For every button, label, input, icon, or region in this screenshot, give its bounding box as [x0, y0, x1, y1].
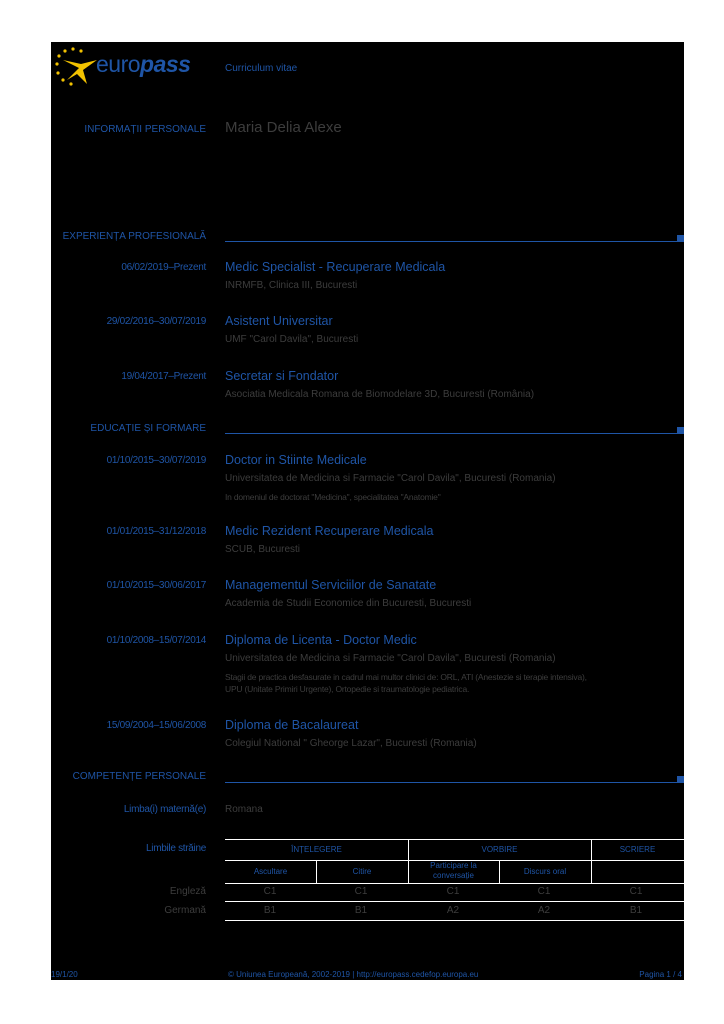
- europass-logo: [51, 42, 211, 92]
- education-description: In domeniul de doctorat "Medicina", specialitatea "Anatomie": [225, 492, 441, 502]
- education-title: Managementul Serviciilor de Sanatate: [225, 578, 437, 592]
- grid-line: [225, 839, 684, 840]
- section-experience-label: EXPERIENȚA PROFESIONALĂ: [62, 231, 206, 242]
- level-reading: B1: [354, 905, 368, 916]
- stars-icon: [53, 46, 101, 88]
- experience-title: Secretar si Fondator: [225, 369, 339, 383]
- level-listening: C1: [263, 886, 277, 897]
- footer-date: 19/1/20: [51, 970, 78, 979]
- section-divider: [225, 782, 677, 783]
- education-title: Doctor in Stiinte Medicale: [225, 453, 367, 467]
- experience-title: Asistent Universitar: [225, 314, 333, 328]
- education-org: Universitatea de Medicina si Farmacie "Carol Davila", Bucuresti (Romania): [225, 653, 556, 664]
- cv-page: [51, 42, 684, 980]
- education-org: SCUB, Bucuresti: [225, 544, 301, 555]
- logo-wordmark: europass: [96, 51, 191, 77]
- header-writing: SCRIERE: [619, 845, 656, 854]
- subheader-interaction: conversație: [433, 871, 474, 880]
- education-org: Academia de Studii Economice din Bucuresti, Bucuresti: [225, 598, 472, 609]
- education-title: Diploma de Licenta - Doctor Medic: [225, 633, 417, 647]
- level-reading: C1: [354, 886, 368, 897]
- education-date: 15/09/2004–15/06/2008: [106, 720, 206, 731]
- grid-line: [225, 920, 684, 921]
- section-marker: [677, 776, 684, 783]
- section-divider: [225, 241, 677, 242]
- mother-tongue-value: Romana: [225, 804, 263, 815]
- footer-page-number: Pagina 1 / 4: [639, 970, 682, 979]
- section-divider: [225, 433, 677, 434]
- education-date: 01/10/2008–15/07/2014: [106, 635, 206, 646]
- education-title: Diploma de Bacalaureat: [225, 718, 359, 732]
- footer-copyright[interactable]: © Uniunea Europeană, 2002-2019 | http://europass.cedefop.europa.eu: [228, 970, 479, 979]
- education-date: 01/10/2015–30/06/2017: [106, 580, 206, 591]
- person-name: Maria Delia Alexe: [225, 119, 342, 136]
- grid-line: [225, 883, 684, 884]
- mother-tongue-label: Limba(i) maternă(e): [123, 804, 206, 815]
- level-production: C1: [537, 886, 551, 897]
- subheader-interaction: Participare la: [430, 861, 477, 870]
- level-writing: B1: [629, 905, 643, 916]
- experience-date: 06/02/2019–Prezent: [121, 262, 206, 273]
- language-name: Germană: [164, 905, 206, 916]
- subheader-reading: Citire: [352, 867, 372, 876]
- section-skills-label: COMPETENȚE PERSONALE: [72, 771, 206, 782]
- header-understanding: ÎNȚELEGERE: [291, 845, 342, 854]
- section-personal-label: INFORMAȚII PERSONALE: [84, 124, 206, 135]
- section-education-label: EDUCAȚIE ȘI FORMARE: [90, 423, 206, 434]
- education-date: 01/01/2015–31/12/2018: [106, 526, 206, 537]
- experience-date: 29/02/2016–30/07/2019: [106, 316, 206, 327]
- education-org: Colegiul National " Gheorge Lazar", Bucuresti (Romania): [225, 738, 477, 749]
- level-interaction: C1: [446, 886, 460, 897]
- education-date: 01/10/2015–30/07/2019: [106, 455, 206, 466]
- subheader-production: Discurs oral: [523, 867, 567, 876]
- level-production: A2: [537, 905, 551, 916]
- experience-date: 19/04/2017–Prezent: [121, 371, 206, 382]
- education-description: UPU (Unitate Primiri Urgente), Ortopedie si traumatologie pediatrica.: [225, 684, 470, 694]
- level-writing: C1: [629, 886, 643, 897]
- foreign-languages-label: Limbile străine: [146, 843, 206, 854]
- section-marker: [677, 427, 684, 434]
- education-org: Universitatea de Medicina si Farmacie "Carol Davila", Bucuresti (Romania): [225, 473, 556, 484]
- experience-org: UMF "Carol Davila", Bucuresti: [225, 334, 359, 345]
- level-listening: B1: [263, 905, 277, 916]
- document-title: Curriculum vitae: [225, 63, 298, 74]
- header-speaking: VORBIRE: [481, 845, 518, 854]
- section-marker: [677, 235, 684, 242]
- education-description: Stagii de practica desfasurate in cadrul mai multor clinici de: ORL, ATI (Anestezie si terapie intensiva),: [225, 672, 587, 682]
- education-title: Medic Rezident Recuperare Medicala: [225, 524, 434, 538]
- subheader-listening: Ascultare: [253, 867, 288, 876]
- experience-title: Medic Specialist - Recuperare Medicala: [225, 260, 446, 274]
- experience-org: Asociatia Medicala Romana de Biomodelare 3D, Bucuresti (România): [225, 389, 535, 400]
- level-interaction: A2: [446, 905, 460, 916]
- grid-line: [225, 901, 684, 902]
- language-name: Engleză: [169, 886, 206, 897]
- experience-org: INRMFB, Clinica III, Bucuresti: [225, 280, 358, 291]
